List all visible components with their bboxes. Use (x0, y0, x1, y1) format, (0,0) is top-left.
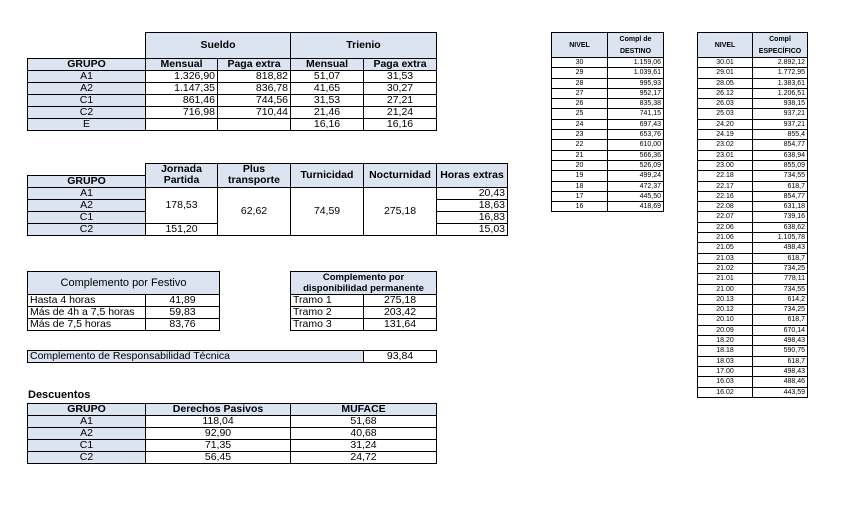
derechos-value: 92,90 (146, 428, 291, 440)
nivel-cell: 20.09 (698, 325, 753, 335)
especifico-value: 618,7 (753, 181, 808, 191)
destino-value: 1.039,61 (608, 68, 664, 78)
horas-value: 16,83 (437, 211, 508, 223)
especifico-value: 855,09 (753, 160, 808, 170)
especifico-value: 1.206,51 (753, 88, 808, 98)
destino-value: 741,15 (608, 109, 664, 119)
nivel-cell: 22.18 (698, 171, 753, 181)
festivo-table (27, 271, 220, 331)
table-row (28, 452, 437, 464)
especifico-value: 937,21 (753, 109, 808, 119)
destino-value: 499,24 (608, 171, 664, 181)
nivel-cell: 21.02 (698, 263, 753, 273)
grupo-cell: A2 (28, 199, 146, 211)
grupo-cell: A1 (28, 187, 146, 199)
jornada-table (27, 163, 508, 236)
table-row (698, 99, 808, 109)
descuentos-table (27, 403, 437, 464)
destino-value: 610,00 (608, 140, 664, 150)
table-row (28, 295, 220, 307)
tramo-label: Tramo 1 (291, 295, 364, 307)
nivel-cell: 21.01 (698, 274, 753, 284)
especifico-value: 638,94 (753, 150, 808, 160)
table-row (698, 212, 808, 222)
especifico-value: 443,59 (753, 387, 808, 397)
destino-value: 418,69 (608, 202, 664, 212)
festivo-value: 59,83 (146, 307, 220, 319)
grupo-cell: C2 (28, 107, 146, 119)
trienio-mensual-cell: 21,46 (291, 107, 364, 119)
table-row (698, 377, 808, 387)
table-row (28, 95, 437, 107)
table-row (698, 68, 808, 78)
especifico-value: 734,55 (753, 284, 808, 294)
sueldo-paga-cell: 744,56 (218, 95, 291, 107)
especifico-value: 618,7 (753, 315, 808, 325)
table-row (698, 336, 808, 346)
descuentos-title: Descuentos (28, 389, 91, 401)
table-row (552, 88, 664, 98)
grupo-cell: E (28, 119, 146, 131)
grupo-cell: C1 (28, 211, 146, 223)
table-row (28, 416, 437, 428)
sueldo-paga-cell: 710,44 (218, 107, 291, 119)
table-row (28, 428, 437, 440)
disponibilidad-title-1: Complemento por (291, 272, 437, 284)
table-row (28, 307, 220, 319)
festivo-label: Más de 7,5 horas (28, 319, 146, 331)
table-row (552, 150, 664, 160)
especifico-value: 670,14 (753, 325, 808, 335)
especifico-value: 734,25 (753, 305, 808, 315)
table-row (28, 107, 437, 119)
table-row (28, 440, 437, 452)
table-row (698, 253, 808, 263)
nivel-cell: 23.02 (698, 140, 753, 150)
especifico-value: 2.892,12 (753, 58, 808, 68)
grupo-cell: C2 (28, 223, 146, 235)
nivel-cell: 17 (552, 191, 608, 201)
especifico-value: 618,7 (753, 253, 808, 263)
nivel-cell: 22 (552, 140, 608, 150)
table-row (552, 130, 664, 140)
table-row (698, 356, 808, 366)
nivel-cell: 17.00 (698, 366, 753, 376)
jornada-c2-value: 151,20 (146, 223, 218, 235)
especifico-value: 1.772,95 (753, 68, 808, 78)
destino-value: 952,17 (608, 88, 664, 98)
tramo-value: 131,64 (364, 319, 437, 331)
responsabilidad-table (27, 350, 437, 363)
especifico-value: 854,77 (753, 140, 808, 150)
especifico-header-1: Compl (753, 33, 808, 46)
table-row (28, 71, 437, 83)
festivo-value: 41,89 (146, 295, 220, 307)
destino-header-1: Compl de (608, 33, 664, 46)
nivel-cell: 22.06 (698, 222, 753, 232)
trienio-mensual-cell: 51,07 (291, 71, 364, 83)
table-row (698, 387, 808, 397)
sueldo-mensual-cell (146, 119, 218, 131)
sueldo-paga-cell: 818,82 (218, 71, 291, 83)
jornada-header-1: Jornada (146, 164, 218, 176)
destino-table (551, 32, 664, 212)
especifico-value: 498,43 (753, 243, 808, 253)
nivel-cell: 21.06 (698, 233, 753, 243)
nivel-cell: 23.00 (698, 160, 753, 170)
festivo-label: Hasta 4 horas (28, 295, 146, 307)
table-row (552, 68, 664, 78)
tramo-label: Tramo 2 (291, 307, 364, 319)
nocturnidad-header: Nocturnidad (364, 164, 437, 188)
festivo-label: Más de 4h a 7,5 horas (28, 307, 146, 319)
derechos-value: 56,45 (146, 452, 291, 464)
trienio-mensual-header: Mensual (291, 59, 364, 71)
blank-cell (28, 164, 146, 176)
especifico-value: 938,15 (753, 99, 808, 109)
especifico-value: 778,11 (753, 274, 808, 284)
especifico-value: 734,55 (753, 171, 808, 181)
responsabilidad-value: 93,84 (364, 351, 437, 363)
nivel-cell: 30 (552, 58, 608, 68)
sueldo-mensual-cell: 861,46 (146, 95, 218, 107)
nivel-cell: 16 (552, 202, 608, 212)
table-row (291, 307, 437, 319)
table-row (698, 191, 808, 201)
trienio-paga-cell: 21,24 (364, 107, 437, 119)
sueldo-header: Sueldo (146, 33, 291, 59)
table-row (698, 130, 808, 140)
horas-value: 18,63 (437, 199, 508, 211)
especifico-value: 498,43 (753, 366, 808, 376)
plus-value: 62,62 (218, 187, 291, 235)
nivel-cell: 22.07 (698, 212, 753, 222)
table-row (698, 305, 808, 315)
especifico-value: 1.383,61 (753, 78, 808, 88)
nivel-cell: 18 (552, 181, 608, 191)
especifico-value: 734,25 (753, 263, 808, 273)
grupo-cell: A1 (28, 416, 146, 428)
table-row (28, 119, 437, 131)
nivel-cell: 20 (552, 160, 608, 170)
table-row (698, 88, 808, 98)
trienio-mensual-cell: 31,53 (291, 95, 364, 107)
table-row (698, 274, 808, 284)
mensual-header: Mensual (146, 59, 218, 71)
nivel-cell: 20.10 (698, 315, 753, 325)
destino-value: 1.159,06 (608, 58, 664, 68)
especifico-value: 488,46 (753, 377, 808, 387)
table-row (698, 366, 808, 376)
horas-extras-header: Horas extras (437, 164, 508, 188)
festivo-value: 83,76 (146, 319, 220, 331)
blank-cell (28, 33, 146, 59)
table-row (698, 181, 808, 191)
destino-value: 653,76 (608, 130, 664, 140)
table-row (698, 202, 808, 212)
disponibilidad-table (290, 271, 437, 331)
nivel-cell: 30.01 (698, 58, 753, 68)
table-row (698, 222, 808, 232)
table-row (698, 109, 808, 119)
table-row (291, 319, 437, 331)
trienio-paga-cell: 16,16 (364, 119, 437, 131)
table-row (698, 346, 808, 356)
table-row (552, 99, 664, 109)
nivel-cell: 20.13 (698, 294, 753, 304)
especifico-value: 631,18 (753, 202, 808, 212)
grupo-cell: A2 (28, 428, 146, 440)
table-row (552, 181, 664, 191)
table-row (698, 325, 808, 335)
trienio-mensual-cell: 41,65 (291, 83, 364, 95)
trienio-paga-cell: 31,53 (364, 71, 437, 83)
table-row (698, 119, 808, 129)
table-row (552, 58, 664, 68)
table-row (698, 160, 808, 170)
turnicidad-header: Turnicidad (291, 164, 364, 188)
sueldo-mensual-cell: 1.326,90 (146, 71, 218, 83)
nivel-cell: 25.03 (698, 109, 753, 119)
nivel-cell: 26 (552, 99, 608, 109)
tramo-value: 203,42 (364, 307, 437, 319)
table-row (698, 171, 808, 181)
derechos-value: 71,35 (146, 440, 291, 452)
horas-value: 20,43 (437, 187, 508, 199)
sueldo-paga-cell (218, 119, 291, 131)
trienio-paga-header: Paga extra (364, 59, 437, 71)
disponibilidad-title-2: disponibilidad permanente (291, 283, 437, 295)
nivel-cell: 18.18 (698, 346, 753, 356)
destino-value: 526,09 (608, 160, 664, 170)
nivel-cell: 26.03 (698, 99, 753, 109)
especifico-value: 614,2 (753, 294, 808, 304)
muface-header: MUFACE (291, 404, 437, 416)
sueldo-mensual-cell: 1.147,35 (146, 83, 218, 95)
nocturnidad-value: 275,18 (364, 187, 437, 235)
grupo-cell: A2 (28, 83, 146, 95)
nivel-cell: 16.02 (698, 387, 753, 397)
table-row (552, 160, 664, 170)
table-row (552, 140, 664, 150)
table-row (552, 191, 664, 201)
plus-header-2: transporte (218, 175, 291, 187)
nivel-cell: 21.05 (698, 243, 753, 253)
muface-value: 40,68 (291, 428, 437, 440)
nivel-cell: 29.01 (698, 68, 753, 78)
grupo-cell: C2 (28, 452, 146, 464)
table-row (552, 171, 664, 181)
nivel-cell: 22.16 (698, 191, 753, 201)
nivel-cell: 27 (552, 88, 608, 98)
grupo-header: GRUPO (28, 175, 146, 187)
grupo-cell: A1 (28, 71, 146, 83)
trienio-mensual-cell: 16,16 (291, 119, 364, 131)
table-row (698, 233, 808, 243)
nivel-cell: 20.12 (698, 305, 753, 315)
paga-extra-header: Paga extra (218, 59, 291, 71)
trienio-paga-cell: 27,21 (364, 95, 437, 107)
nivel-cell: 24.19 (698, 130, 753, 140)
especifico-header-2: ESPECÍFICO (753, 45, 808, 58)
nivel-cell: 19 (552, 171, 608, 181)
sueldo-trienio-table (27, 32, 437, 131)
nivel-cell: 16.03 (698, 377, 753, 387)
destino-value: 697,43 (608, 119, 664, 129)
destino-value: 472,37 (608, 181, 664, 191)
muface-value: 31,24 (291, 440, 437, 452)
especifico-value: 590,75 (753, 346, 808, 356)
nivel-cell: 18.03 (698, 356, 753, 366)
table-row (552, 78, 664, 88)
nivel-cell: 21.00 (698, 284, 753, 294)
nivel-cell: 23 (552, 130, 608, 140)
nivel-cell: 24 (552, 119, 608, 129)
turnicidad-value: 74,59 (291, 187, 364, 235)
nivel-cell: 21 (552, 150, 608, 160)
sueldo-paga-cell: 836,78 (218, 83, 291, 95)
nivel-header: NIVEL (552, 33, 608, 58)
muface-value: 51,68 (291, 416, 437, 428)
especifico-value: 618,7 (753, 356, 808, 366)
grupo-header: GRUPO (28, 404, 146, 416)
trienio-paga-cell: 30,27 (364, 83, 437, 95)
sueldo-mensual-cell: 716,98 (146, 107, 218, 119)
nivel-cell: 25 (552, 109, 608, 119)
destino-value: 445,50 (608, 191, 664, 201)
especifico-value: 854,77 (753, 191, 808, 201)
nivel-cell: 24.20 (698, 119, 753, 129)
nivel-cell: 22.08 (698, 202, 753, 212)
tramo-label: Tramo 3 (291, 319, 364, 331)
destino-value: 995,93 (608, 78, 664, 88)
destino-value: 835,38 (608, 99, 664, 109)
nivel-cell: 29 (552, 68, 608, 78)
nivel-cell: 23.01 (698, 150, 753, 160)
table-row (698, 58, 808, 68)
table-row (28, 319, 220, 331)
muface-value: 24,72 (291, 452, 437, 464)
table-row (552, 109, 664, 119)
trienio-header: Trienio (291, 33, 437, 59)
table-row (698, 294, 808, 304)
table-row (698, 315, 808, 325)
grupo-cell: C1 (28, 95, 146, 107)
destino-header-2: DESTINO (608, 45, 664, 58)
especifico-value: 739,16 (753, 212, 808, 222)
table-row (698, 140, 808, 150)
derechos-value: 118,04 (146, 416, 291, 428)
table-row (552, 202, 664, 212)
jornada-value: 178,53 (146, 187, 218, 223)
table-row (291, 295, 437, 307)
nivel-cell: 26.12 (698, 88, 753, 98)
especifico-table (697, 32, 808, 398)
especifico-value: 498,43 (753, 336, 808, 346)
grupo-cell: C1 (28, 440, 146, 452)
destino-value: 566,36 (608, 150, 664, 160)
plus-header-1: Plus (218, 164, 291, 176)
table-row (698, 78, 808, 88)
tramo-value: 275,18 (364, 295, 437, 307)
responsabilidad-label: Complemento de Responsabilidad Técnica (28, 351, 364, 363)
jornada-header-2: Partida (146, 175, 218, 187)
nivel-header: NIVEL (698, 33, 753, 58)
table-row (28, 83, 437, 95)
grupo-header: GRUPO (28, 59, 146, 71)
especifico-value: 638,62 (753, 222, 808, 232)
table-row (698, 263, 808, 273)
horas-value: 15,03 (437, 223, 508, 235)
derechos-header: Derechos Pasivos (146, 404, 291, 416)
nivel-cell: 18.20 (698, 336, 753, 346)
table-row (698, 243, 808, 253)
nivel-cell: 22.17 (698, 181, 753, 191)
especifico-value: 855,4 (753, 130, 808, 140)
table-row (698, 150, 808, 160)
nivel-cell: 28.05 (698, 78, 753, 88)
table-row (698, 284, 808, 294)
especifico-value: 1.105,78 (753, 233, 808, 243)
table-row (552, 119, 664, 129)
festivo-title: Complemento por Festivo (28, 272, 220, 295)
nivel-cell: 21.03 (698, 253, 753, 263)
especifico-value: 937,21 (753, 119, 808, 129)
nivel-cell: 28 (552, 78, 608, 88)
